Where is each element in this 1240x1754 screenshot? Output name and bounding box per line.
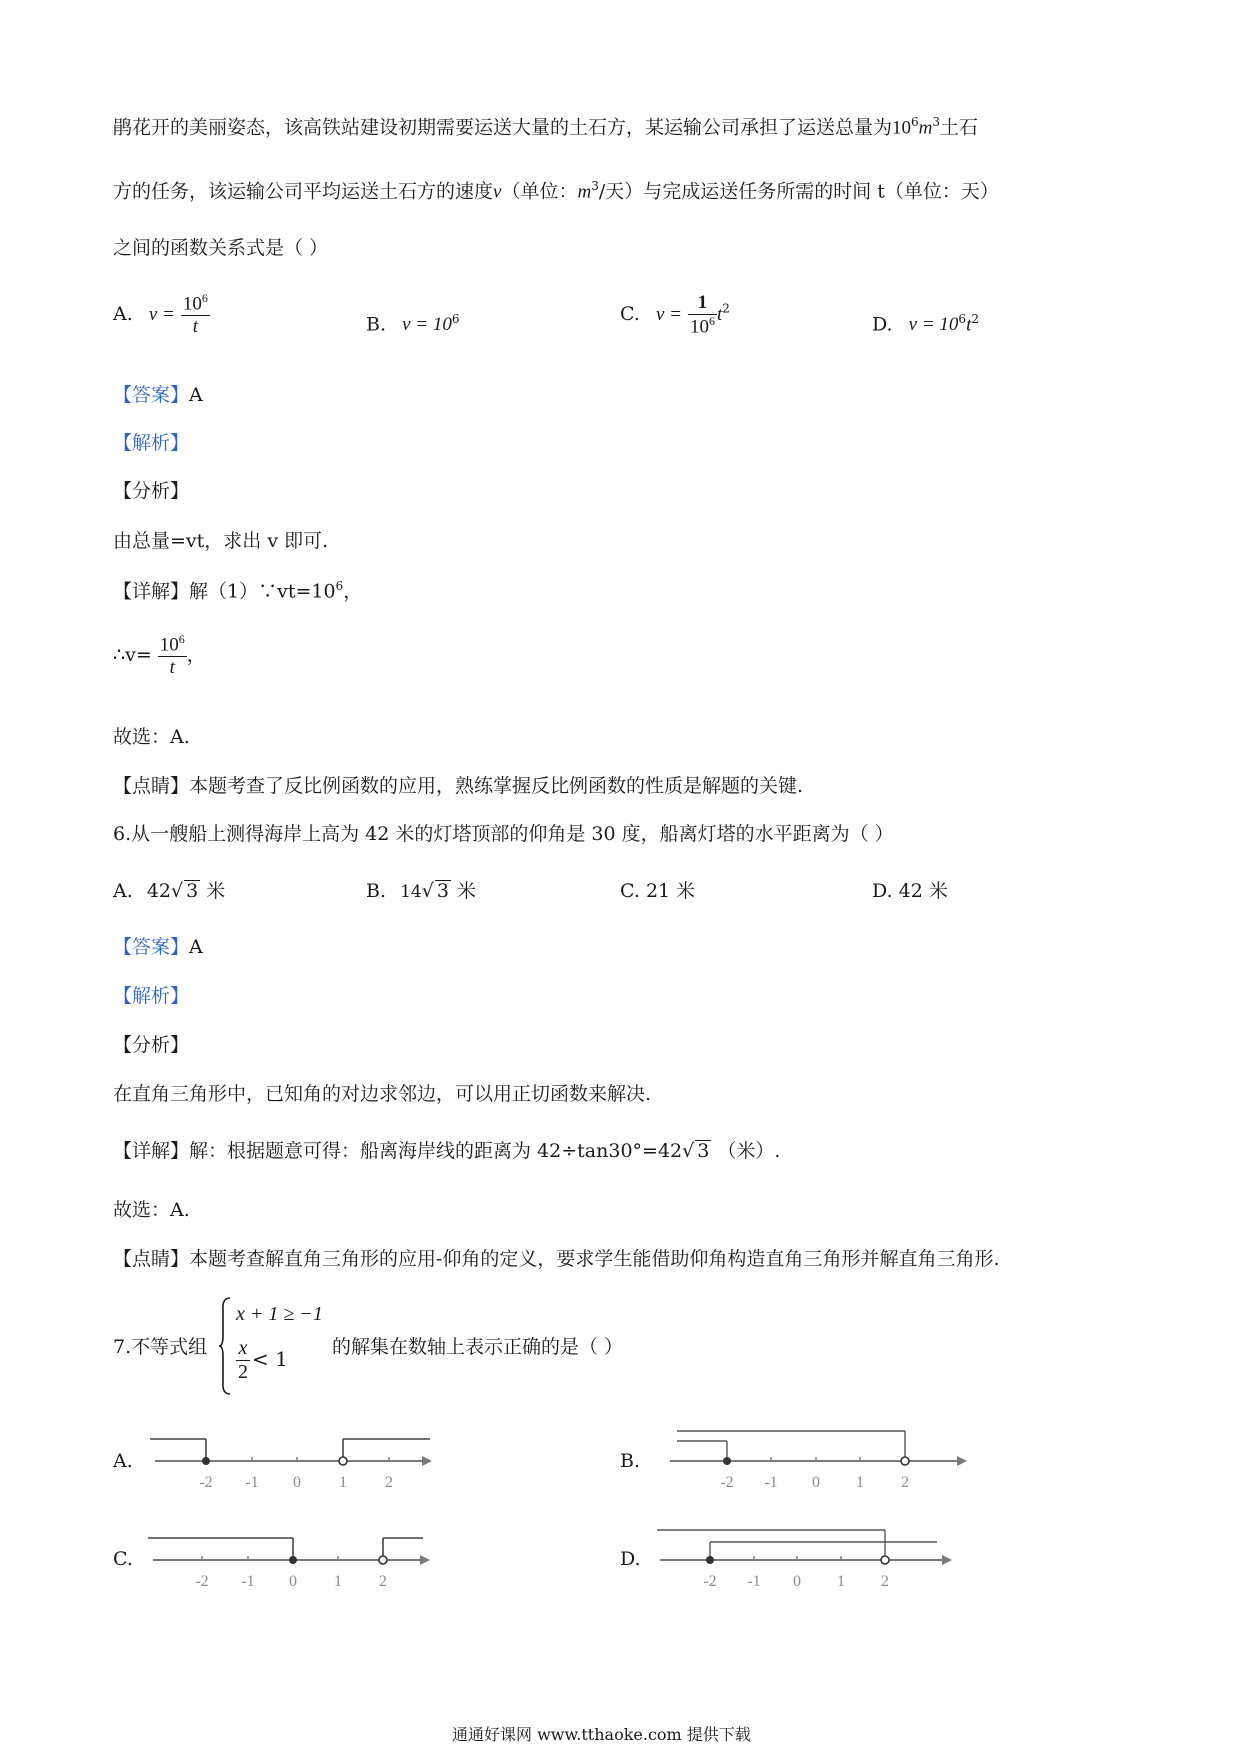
q5-option-c-var: t	[717, 304, 723, 326]
q6-option-a	[113, 880, 225, 903]
q7-a-tick-2: 0	[293, 1474, 301, 1491]
q5-option-d	[872, 312, 979, 337]
q7-numberline-c	[148, 1524, 438, 1594]
q7-option-a-label: A.	[113, 1450, 133, 1472]
q6-xiangjie-tail: （米）.	[717, 1140, 781, 1162]
q5-xiangjie-tag: 【详解】	[113, 580, 190, 603]
q7-d-tick-0: -2	[703, 1573, 717, 1590]
q5-option-a-num: 10	[182, 293, 202, 315]
q6-xiangjie-radicand: 3	[697, 1140, 710, 1162]
q5-guxuan: 故选：A.	[113, 726, 190, 748]
q5-option-c-den-exp: 6	[709, 313, 716, 328]
q7-system-brace	[218, 1296, 232, 1396]
q7-b-tick-0: -2	[720, 1474, 734, 1491]
q6-xiangjie-sqrt-sign: √	[682, 1140, 695, 1162]
q5-line1-text: 鹃花开的美丽姿态，该高铁站建设初期需要运送大量的土石方，某运输公司承担了运送总量为	[113, 116, 893, 139]
q5-dianjing-tag: 【点睛】	[113, 775, 190, 797]
q6-option-a-radicand: 3	[186, 880, 199, 902]
q7-ineq2-rel: < 1	[252, 1346, 288, 1371]
q5-answer-tag: 【答案】	[113, 384, 190, 406]
q6-fenxi-text: 在直角三角形中，已知角的对边求邻边，可以用正切函数来解决.	[113, 1083, 652, 1105]
q6-option-a-sqrt-sign: √	[171, 880, 184, 902]
q6-fenxi: 【分析】	[113, 1034, 190, 1056]
q5-option-d-exp: 6	[958, 312, 967, 326]
q7-brace-icon	[218, 1296, 232, 1396]
q7-option-c-label: C.	[113, 1548, 133, 1570]
q5-option-c-frac	[688, 292, 717, 338]
q6-stem: 6.从一艘船上测得海岸上高为 42 米的灯塔顶部的仰角是 30 度，船离灯塔的水平距离为（ ）	[113, 823, 894, 845]
q6-xiangjie-tag: 【详解】	[113, 1140, 190, 1162]
q6-option-b-unit: 米	[456, 880, 476, 902]
q5-option-b-label: B.	[366, 313, 387, 336]
q5-unit2: m	[577, 181, 592, 203]
q5-option-c-lhs: v =	[655, 304, 682, 326]
q5-option-a-den: t	[192, 316, 199, 338]
q7-d-tick-3: 1	[837, 1573, 845, 1590]
q7-stem-pre: 7.不等式组	[113, 1336, 208, 1358]
q6-option-b-label: B.	[366, 880, 387, 902]
q5-therefore-lhs: ∴v=	[113, 644, 152, 667]
q6-jiexi: 【解析】	[113, 985, 190, 1007]
q5-therefore-den: t	[169, 657, 175, 679]
q6-xiangjie	[113, 1140, 780, 1163]
q5-fenxi: 【分析】	[113, 480, 190, 502]
q5-fenxi-text: 由总量=vt，求出 v 即可.	[113, 530, 329, 552]
q5-line2-c: /天）与完成运送任务所需的时间 t（单位：天）	[598, 180, 999, 203]
q6-option-c: C. 21 米	[620, 880, 696, 902]
q5-jiexi: 【解析】	[113, 432, 190, 454]
page-footer: 通通好课网 www.tthaoke.com 提供下载	[452, 1725, 751, 1744]
q5-answer-value: A	[189, 384, 203, 406]
q5-xiangjie-comma: ，	[343, 580, 363, 603]
q5-option-d-var-exp: 2	[971, 312, 979, 326]
q7-a-tick-1: -1	[245, 1474, 259, 1491]
q6-option-d: D. 42 米	[872, 880, 948, 902]
q7-c-tick-2: 0	[289, 1573, 297, 1590]
q5-therefore	[113, 633, 206, 679]
q7-numberline-d	[655, 1520, 960, 1594]
q7-d-tick-4: 2	[881, 1573, 889, 1590]
q5-var-v: v	[493, 181, 502, 203]
q5-unit2-exp: 3	[591, 179, 599, 193]
q5-dianjing-text: 本题考查了反比例函数的应用，熟练掌握反比例函数的性质是解题的关键.	[189, 775, 804, 797]
q5-therefore-num-exp: 6	[178, 632, 185, 646]
q5-option-d-label: D.	[872, 313, 893, 336]
q6-option-b-radicand: 3	[436, 880, 449, 902]
q5-option-b-expr: v = 10	[402, 314, 452, 336]
q6-option-b-coef: 14	[400, 882, 422, 902]
q5-option-c-num: 1	[688, 292, 717, 315]
q5-option-b	[366, 312, 459, 337]
q5-xiangjie	[113, 579, 362, 603]
q6-option-a-label: A.	[113, 880, 133, 902]
q7-c-tick-0: -2	[195, 1573, 209, 1590]
q6-dianjing-tag: 【点睛】	[113, 1248, 190, 1270]
q5-line2-b: （单位：	[501, 180, 578, 203]
q6-dianjing-text: 本题考查解直角三角形的应用-仰角的定义，要求学生能借助仰角构造直角三角形并解直角三角形.	[189, 1248, 1000, 1270]
q6-option-b-sqrt-sign: √	[421, 880, 434, 902]
q5-therefore-num: 10	[159, 634, 179, 656]
q7-option-b-label: B.	[620, 1450, 641, 1472]
q7-ineq2-num: x	[236, 1337, 250, 1361]
q5-xiangjie-exp: 6	[335, 579, 344, 593]
q5-option-b-exp: 6	[451, 312, 460, 326]
q7-numberline-a	[150, 1425, 440, 1495]
q5-total: 10	[892, 117, 912, 139]
q7-stem-post: 的解集在数轴上表示正确的是（ ）	[332, 1336, 624, 1358]
q5-option-c-var-exp: 2	[722, 301, 730, 316]
q7-d-tick-2: 0	[793, 1573, 801, 1590]
q6-xiangjie-text: 解：根据题意可得：船离海岸线的距离为 42÷tan30°=42	[189, 1140, 683, 1162]
q7-b-tick-3: 1	[856, 1474, 864, 1491]
q7-ineq2-frac	[236, 1337, 250, 1384]
q6-option-a-unit: 米	[206, 880, 226, 902]
q6-dianjing	[113, 1248, 999, 1271]
q7-numberline-b	[665, 1425, 975, 1495]
q5-option-a-label: A.	[113, 303, 133, 326]
q5-line2	[113, 179, 999, 204]
q6-guxuan: 故选：A.	[113, 1199, 190, 1221]
q5-xiangjie-text: 解（1）∵vt=10	[189, 580, 336, 603]
q7-c-tick-4: 2	[379, 1573, 387, 1590]
q5-answer	[113, 384, 203, 407]
q5-option-d-expr: v = 10	[908, 314, 959, 336]
q7-c-tick-1: -1	[241, 1573, 255, 1590]
q5-option-c-label: C.	[620, 303, 640, 326]
q7-ineq1: x + 1 ≥ −1	[236, 1303, 323, 1325]
q5-total-exp: 6	[911, 115, 919, 129]
q7-ineq2	[236, 1337, 288, 1384]
q7-a-tick-0: -2	[199, 1474, 213, 1491]
q5-therefore-frac	[158, 633, 187, 679]
q7-b-tick-2: 0	[812, 1474, 820, 1491]
q7-d-tick-1: -1	[747, 1573, 761, 1590]
q6-answer-tag: 【答案】	[113, 936, 190, 958]
q5-unit-exp: 3	[932, 115, 941, 129]
q7-option-d-label: D.	[620, 1548, 641, 1570]
q5-option-a-frac	[181, 292, 210, 338]
q7-a-tick-3: 1	[339, 1474, 347, 1491]
q6-option-a-coef: 42	[146, 880, 171, 902]
q7-ineq2-den: 2	[238, 1361, 248, 1383]
q5-line2-a: 方的任务，该运输公司平均运送土石方的速度	[113, 180, 494, 203]
q7-b-tick-1: -1	[764, 1474, 778, 1491]
q7-c-tick-3: 1	[334, 1573, 342, 1590]
q6-option-b	[366, 880, 476, 903]
q5-option-c	[620, 292, 730, 338]
q5-line3: 之间的函数关系式是（ ）	[113, 237, 329, 259]
q6-answer	[113, 936, 203, 959]
q5-line1	[113, 115, 978, 140]
q5-dianjing	[113, 775, 803, 798]
q6-answer-value: A	[189, 936, 203, 958]
q5-option-a	[113, 292, 210, 338]
q7-a-tick-4: 2	[385, 1474, 393, 1491]
q5-option-c-den: 10	[690, 316, 710, 338]
q5-option-a-num-exp: 6	[201, 291, 208, 305]
q5-unit-m: m	[918, 117, 933, 139]
q5-line1-tail: 土石	[940, 116, 979, 139]
q5-therefore-comma: ，	[186, 644, 206, 667]
q7-b-tick-4: 2	[901, 1474, 909, 1491]
q5-option-a-lhs: v =	[148, 304, 175, 326]
q5-option-d-var: t	[966, 314, 972, 336]
